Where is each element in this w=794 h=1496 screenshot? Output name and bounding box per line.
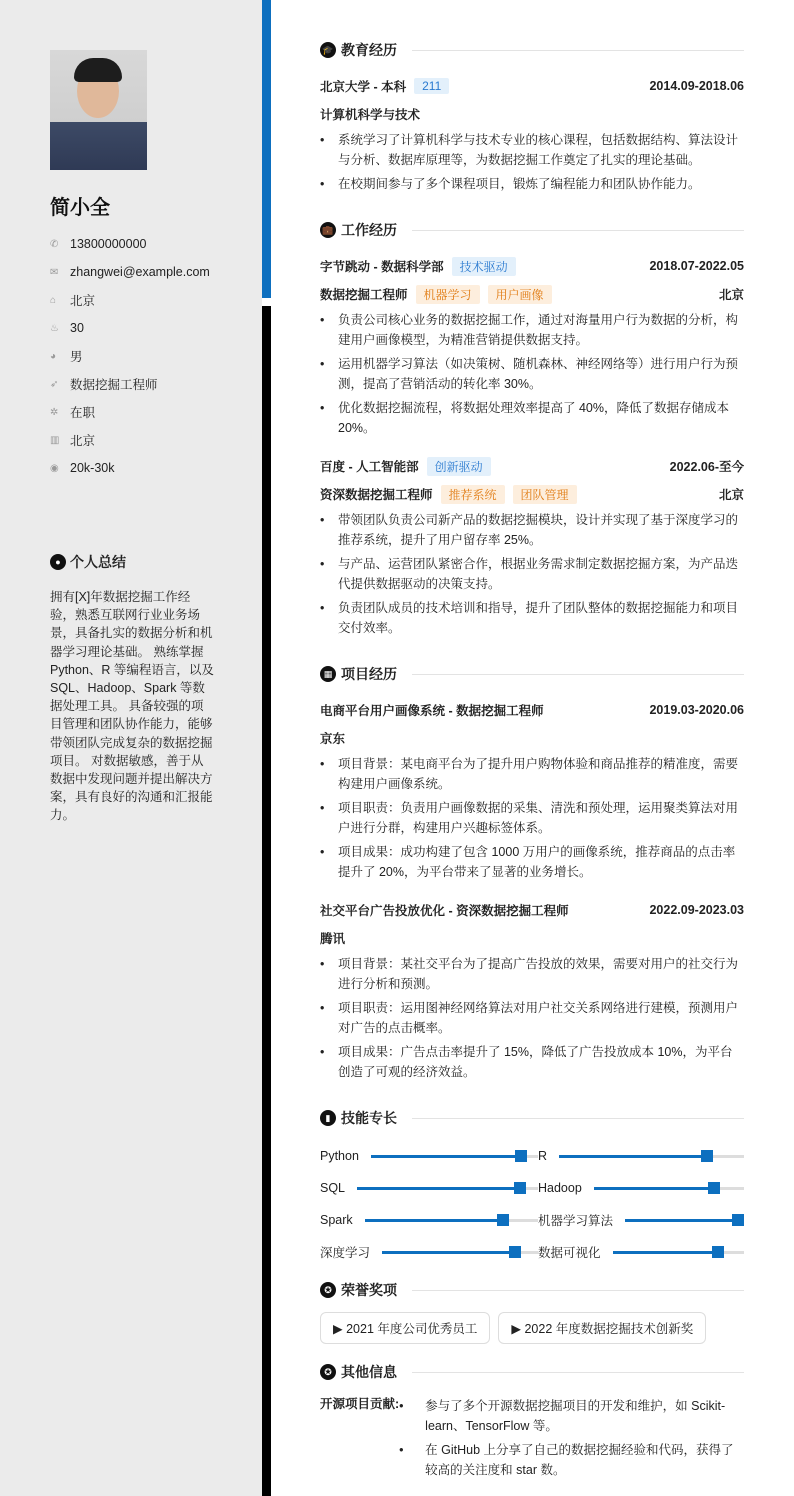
- skill-handle[interactable]: [514, 1182, 526, 1194]
- contact-text: 在职: [70, 406, 96, 420]
- contact-text: 北京: [70, 294, 96, 308]
- section-heading: [320, 1278, 744, 1302]
- skill-fill: [365, 1219, 504, 1222]
- summary-heading: [50, 552, 126, 572]
- contact-item: [50, 342, 210, 370]
- job-city: 北京: [718, 488, 744, 502]
- contact-item: [50, 286, 210, 314]
- company-name: 字节跳动 - 数据科学部: [320, 260, 444, 274]
- other-info: [320, 1394, 744, 1484]
- spacer: [320, 886, 744, 896]
- awards-list: [320, 1312, 744, 1344]
- role-tag: 团队管理: [513, 485, 577, 504]
- skill-fill: [625, 1219, 738, 1222]
- section-divider: [412, 1372, 744, 1373]
- bullet-item: • 在校期间参与了多个课程项目，锻炼了编程能力和团队协作能力。: [320, 174, 744, 194]
- bullet-list: [399, 1394, 744, 1484]
- award-icon: ✪: [320, 1282, 336, 1298]
- contact-text: 数据挖掘工程师: [70, 378, 158, 392]
- accent-bar: [262, 0, 271, 298]
- skill-slider[interactable]: [594, 1187, 744, 1190]
- award-item: [320, 1312, 490, 1344]
- company-tag: 技术驱动: [452, 257, 516, 276]
- cake-icon: ♨: [50, 322, 59, 334]
- bullet-list: [320, 510, 744, 638]
- skill-item: [320, 1140, 538, 1172]
- contact-text: 13800000000: [70, 237, 147, 251]
- skill-item: [320, 1204, 538, 1236]
- skill-slider[interactable]: [559, 1155, 744, 1158]
- bullet-list: [320, 754, 744, 882]
- skill-item: [538, 1140, 744, 1172]
- section-title: 其他信息: [341, 1364, 397, 1380]
- award-text: 2022 年度数据挖掘技术创新奖: [524, 1322, 694, 1336]
- education-date: 2014.09-2018.06: [649, 79, 744, 93]
- skill-item: [320, 1172, 538, 1204]
- contact-item: [50, 230, 210, 258]
- section-heading: [320, 38, 744, 62]
- avatar: [50, 50, 147, 170]
- role-left: [320, 285, 552, 304]
- skill-slider[interactable]: [357, 1187, 538, 1190]
- skill-fill: [559, 1155, 707, 1158]
- skill-handle[interactable]: [497, 1214, 509, 1226]
- bullet-item: • 项目背景：某电商平台为了提升用户购物体验和商品推荐的精准度，需要构建用户画像系统。: [320, 754, 744, 794]
- mail-icon: ✉: [50, 266, 59, 278]
- role-tag: 推荐系统: [441, 485, 505, 504]
- main-content: [320, 38, 744, 1484]
- company-name: 百度 - 人工智能部: [320, 460, 419, 474]
- bullet-item: • 系统学习了计算机科学与技术专业的核心课程，包括数据结构、算法设计与分析、数据库原理等，为数据挖掘工作奠定了扎实的理论基础。: [320, 130, 744, 170]
- project-row: [320, 896, 744, 924]
- skill-fill: [613, 1251, 718, 1254]
- skill-handle[interactable]: [732, 1214, 744, 1226]
- salary-icon: ◉: [50, 462, 59, 474]
- job-row: [320, 252, 744, 280]
- section-title: 工作经历: [341, 222, 397, 238]
- role-row: [320, 280, 744, 308]
- skill-name: R: [538, 1149, 548, 1163]
- skill-name: Hadoop: [538, 1181, 582, 1195]
- contact-item: [50, 398, 210, 426]
- skill-fill: [357, 1187, 520, 1190]
- school-tag: 211: [414, 78, 449, 94]
- skill-name: 数据可视化: [538, 1246, 601, 1260]
- user-icon: ●: [50, 554, 66, 570]
- contact-item: [50, 258, 210, 286]
- bullet-item: • 项目成果：成功构建了包含 1000 万用户的画像系统，推荐商品的点击率提升了 20%，为平台带来了显著的业务增长。: [320, 842, 744, 882]
- chart-icon: ▮: [320, 1110, 336, 1126]
- bullet-item: • 参与了多个开源数据挖掘项目的开发和维护，如 Scikit-learn、TensorFlow 等。: [399, 1396, 744, 1436]
- bullet-item: • 负责公司核心业务的数据挖掘工作，通过对海量用户行为数据的分析，构建用户画像模型，为精准营销提供数据支持。: [320, 310, 744, 350]
- info-icon: ✪: [320, 1364, 336, 1380]
- skill-fill: [382, 1251, 515, 1254]
- play-icon: ▶: [333, 1322, 347, 1336]
- spacer: [320, 442, 744, 452]
- job-row: [320, 452, 744, 480]
- skill-name: SQL: [320, 1181, 346, 1195]
- spacer: [320, 198, 744, 208]
- skill-handle[interactable]: [515, 1150, 527, 1162]
- bullet-list: [320, 130, 744, 194]
- contact-text: 男: [70, 350, 83, 364]
- skill-name: Spark: [320, 1213, 353, 1227]
- contact-text: 20k-30k: [70, 461, 115, 475]
- skill-slider[interactable]: [613, 1251, 744, 1254]
- bullet-item: • 项目成果：广告点击率提升了 15%，降低了广告投放成本 10%，为平台创造了可观的经济效益。: [320, 1042, 744, 1082]
- send-icon: ➶: [50, 378, 59, 390]
- spacer: [320, 1086, 744, 1096]
- role-left: [320, 485, 577, 504]
- skill-name: 机器学习算法: [538, 1214, 614, 1228]
- profile-name: 简小全: [50, 197, 110, 219]
- contact-item: [50, 454, 210, 482]
- project-row: [320, 696, 744, 724]
- briefcase-icon: 💼: [320, 222, 336, 238]
- bullet-item: • 项目背景：某社交平台为了提高广告投放的效果，需要对用户的社交行为进行分析和预测。: [320, 954, 744, 994]
- job-left: [320, 257, 516, 276]
- role-name: 数据挖掘工程师: [320, 288, 408, 302]
- skill-slider[interactable]: [625, 1219, 744, 1222]
- major: 计算机科学与技术: [320, 108, 421, 122]
- section-title: 教育经历: [341, 42, 397, 58]
- section-title: 荣誉奖项: [341, 1282, 397, 1298]
- skill-item: [320, 1236, 538, 1268]
- skill-slider[interactable]: [371, 1155, 538, 1158]
- job-date: 2022.06-至今: [669, 460, 744, 474]
- project-org: 腾讯: [320, 932, 346, 946]
- project-org: 京东: [320, 732, 346, 746]
- contact-text: zhangwei@example.com: [70, 265, 210, 279]
- education-left: [320, 77, 449, 95]
- graduation-cap-icon: 🎓: [320, 42, 336, 58]
- job-city: 北京: [718, 288, 744, 302]
- education-row: [320, 72, 744, 100]
- contact-text: 北京: [70, 434, 96, 448]
- play-icon: ▶: [511, 1322, 525, 1336]
- contact-item: [50, 314, 210, 342]
- contact-item: [50, 426, 210, 454]
- spacer: [320, 1096, 744, 1106]
- job-left: [320, 457, 491, 476]
- summary-title: 个人总结: [70, 554, 126, 570]
- bullet-item: • 与产品、运营团队紧密合作，根据业务需求制定数据挖掘方案，为产品迭代提供数据驱动的决策支持。: [320, 554, 744, 594]
- section-divider: [412, 230, 744, 231]
- skill-name: 深度学习: [320, 1246, 371, 1260]
- spacer: [320, 1268, 744, 1278]
- section-heading: [320, 662, 744, 686]
- bullet-item: • 项目职责：负责用户画像数据的采集、清洗和预处理，运用聚类算法对用户进行分群，构建用户兴趣标签体系。: [320, 798, 744, 838]
- spacer: [320, 642, 744, 652]
- company-tag: 创新驱动: [427, 457, 491, 476]
- bullet-item: • 运用机器学习算法（如决策树、随机森林、神经网络等）进行用户行为预测，提高了营销活动的转化率 30%。: [320, 354, 744, 394]
- section-heading: [320, 1360, 744, 1384]
- skill-slider[interactable]: [365, 1219, 538, 1222]
- status-icon: ✲: [50, 406, 59, 418]
- bullet-list: [320, 310, 744, 438]
- section-title: 技能专长: [341, 1110, 397, 1126]
- skill-handle[interactable]: [509, 1246, 521, 1258]
- summary-text: 拥有[X]年数据挖掘工作经验，熟悉互联网行业业务场景，具备扎实的数据分析和机器学习理论基础。 熟练掌握 Python、R 等编程语言，以及 SQL、Hadoop、Spark 等数据处理工具。 具备较强的项目管理和团队协作能力，能够带领团队完成复杂的数据挖掘项目。 对数据敏感，善于从数据中发现问题并提出解决方案，具有良好的沟通和汇报能力。: [50, 590, 214, 823]
- skill-slider[interactable]: [382, 1251, 538, 1254]
- award-item: [498, 1312, 706, 1344]
- job-date: 2018.07-2022.05: [649, 259, 744, 273]
- building-icon: ▥: [50, 434, 60, 446]
- skill-item: [538, 1172, 744, 1204]
- bullet-item: • 负责团队成员的技术培训和指导，提升了团队整体的数据挖掘能力和项目交付效率。: [320, 598, 744, 638]
- bullet-item: • 项目职责：运用图神经网络算法对用户社交关系网络进行建模，预测用户对广告的点击概率。: [320, 998, 744, 1038]
- role-tag: 用户画像: [488, 285, 552, 304]
- gender-icon: ◕: [50, 350, 57, 362]
- section-divider: [412, 674, 744, 675]
- skill-handle[interactable]: [712, 1246, 724, 1258]
- contact-list: [50, 230, 210, 482]
- project-date: 2022.09-2023.03: [649, 903, 744, 917]
- project-date: 2019.03-2020.06: [649, 703, 744, 717]
- section-divider: [412, 1118, 744, 1119]
- divider-bar: [262, 306, 271, 1496]
- section-divider: [412, 1290, 744, 1291]
- contact-item: [50, 370, 210, 398]
- bullet-item: • 带领团队负责公司新产品的数据挖掘模块，设计并实现了基于深度学习的推荐系统，提升了用户留存率 25%。: [320, 510, 744, 550]
- bullet-list: [320, 954, 744, 1082]
- other-label: 开源项目贡献:: [320, 1397, 400, 1411]
- skill-handle[interactable]: [701, 1150, 713, 1162]
- role-row: [320, 480, 744, 508]
- contact-text: 30: [70, 321, 84, 335]
- skill-name: Python: [320, 1149, 359, 1163]
- section-heading: [320, 1106, 744, 1130]
- role-name: 资深数据挖掘工程师: [320, 488, 433, 502]
- skill-fill: [594, 1187, 714, 1190]
- home-icon: ⌂: [50, 294, 57, 306]
- skills-grid: [320, 1140, 744, 1268]
- spacer: [320, 208, 744, 218]
- role-tag: 机器学习: [416, 285, 480, 304]
- skill-fill: [371, 1155, 521, 1158]
- phone-icon: ✆: [50, 238, 59, 250]
- spacer: [320, 652, 744, 662]
- skill-handle[interactable]: [708, 1182, 720, 1194]
- school-name: 北京大学 - 本科: [320, 80, 407, 94]
- grid-icon: ▦: [320, 666, 336, 682]
- bullet-item: • 在 GitHub 上分享了自己的数据挖掘经验和代码，获得了较高的关注度和 star 数。: [399, 1440, 744, 1480]
- bullet-item: • 优化数据挖掘流程，将数据处理效率提高了 40%，降低了数据存储成本 20%。: [320, 398, 744, 438]
- award-text: 2021 年度公司优秀员工: [346, 1322, 478, 1336]
- section-divider: [412, 50, 744, 51]
- project-name: 电商平台用户画像系统 - 数据挖掘工程师: [320, 704, 544, 718]
- section-heading: [320, 218, 744, 242]
- project-name: 社交平台广告投放优化 - 资深数据挖掘工程师: [320, 904, 569, 918]
- skill-item: [538, 1236, 744, 1268]
- section-title: 项目经历: [341, 666, 397, 682]
- skill-item: [538, 1204, 744, 1236]
